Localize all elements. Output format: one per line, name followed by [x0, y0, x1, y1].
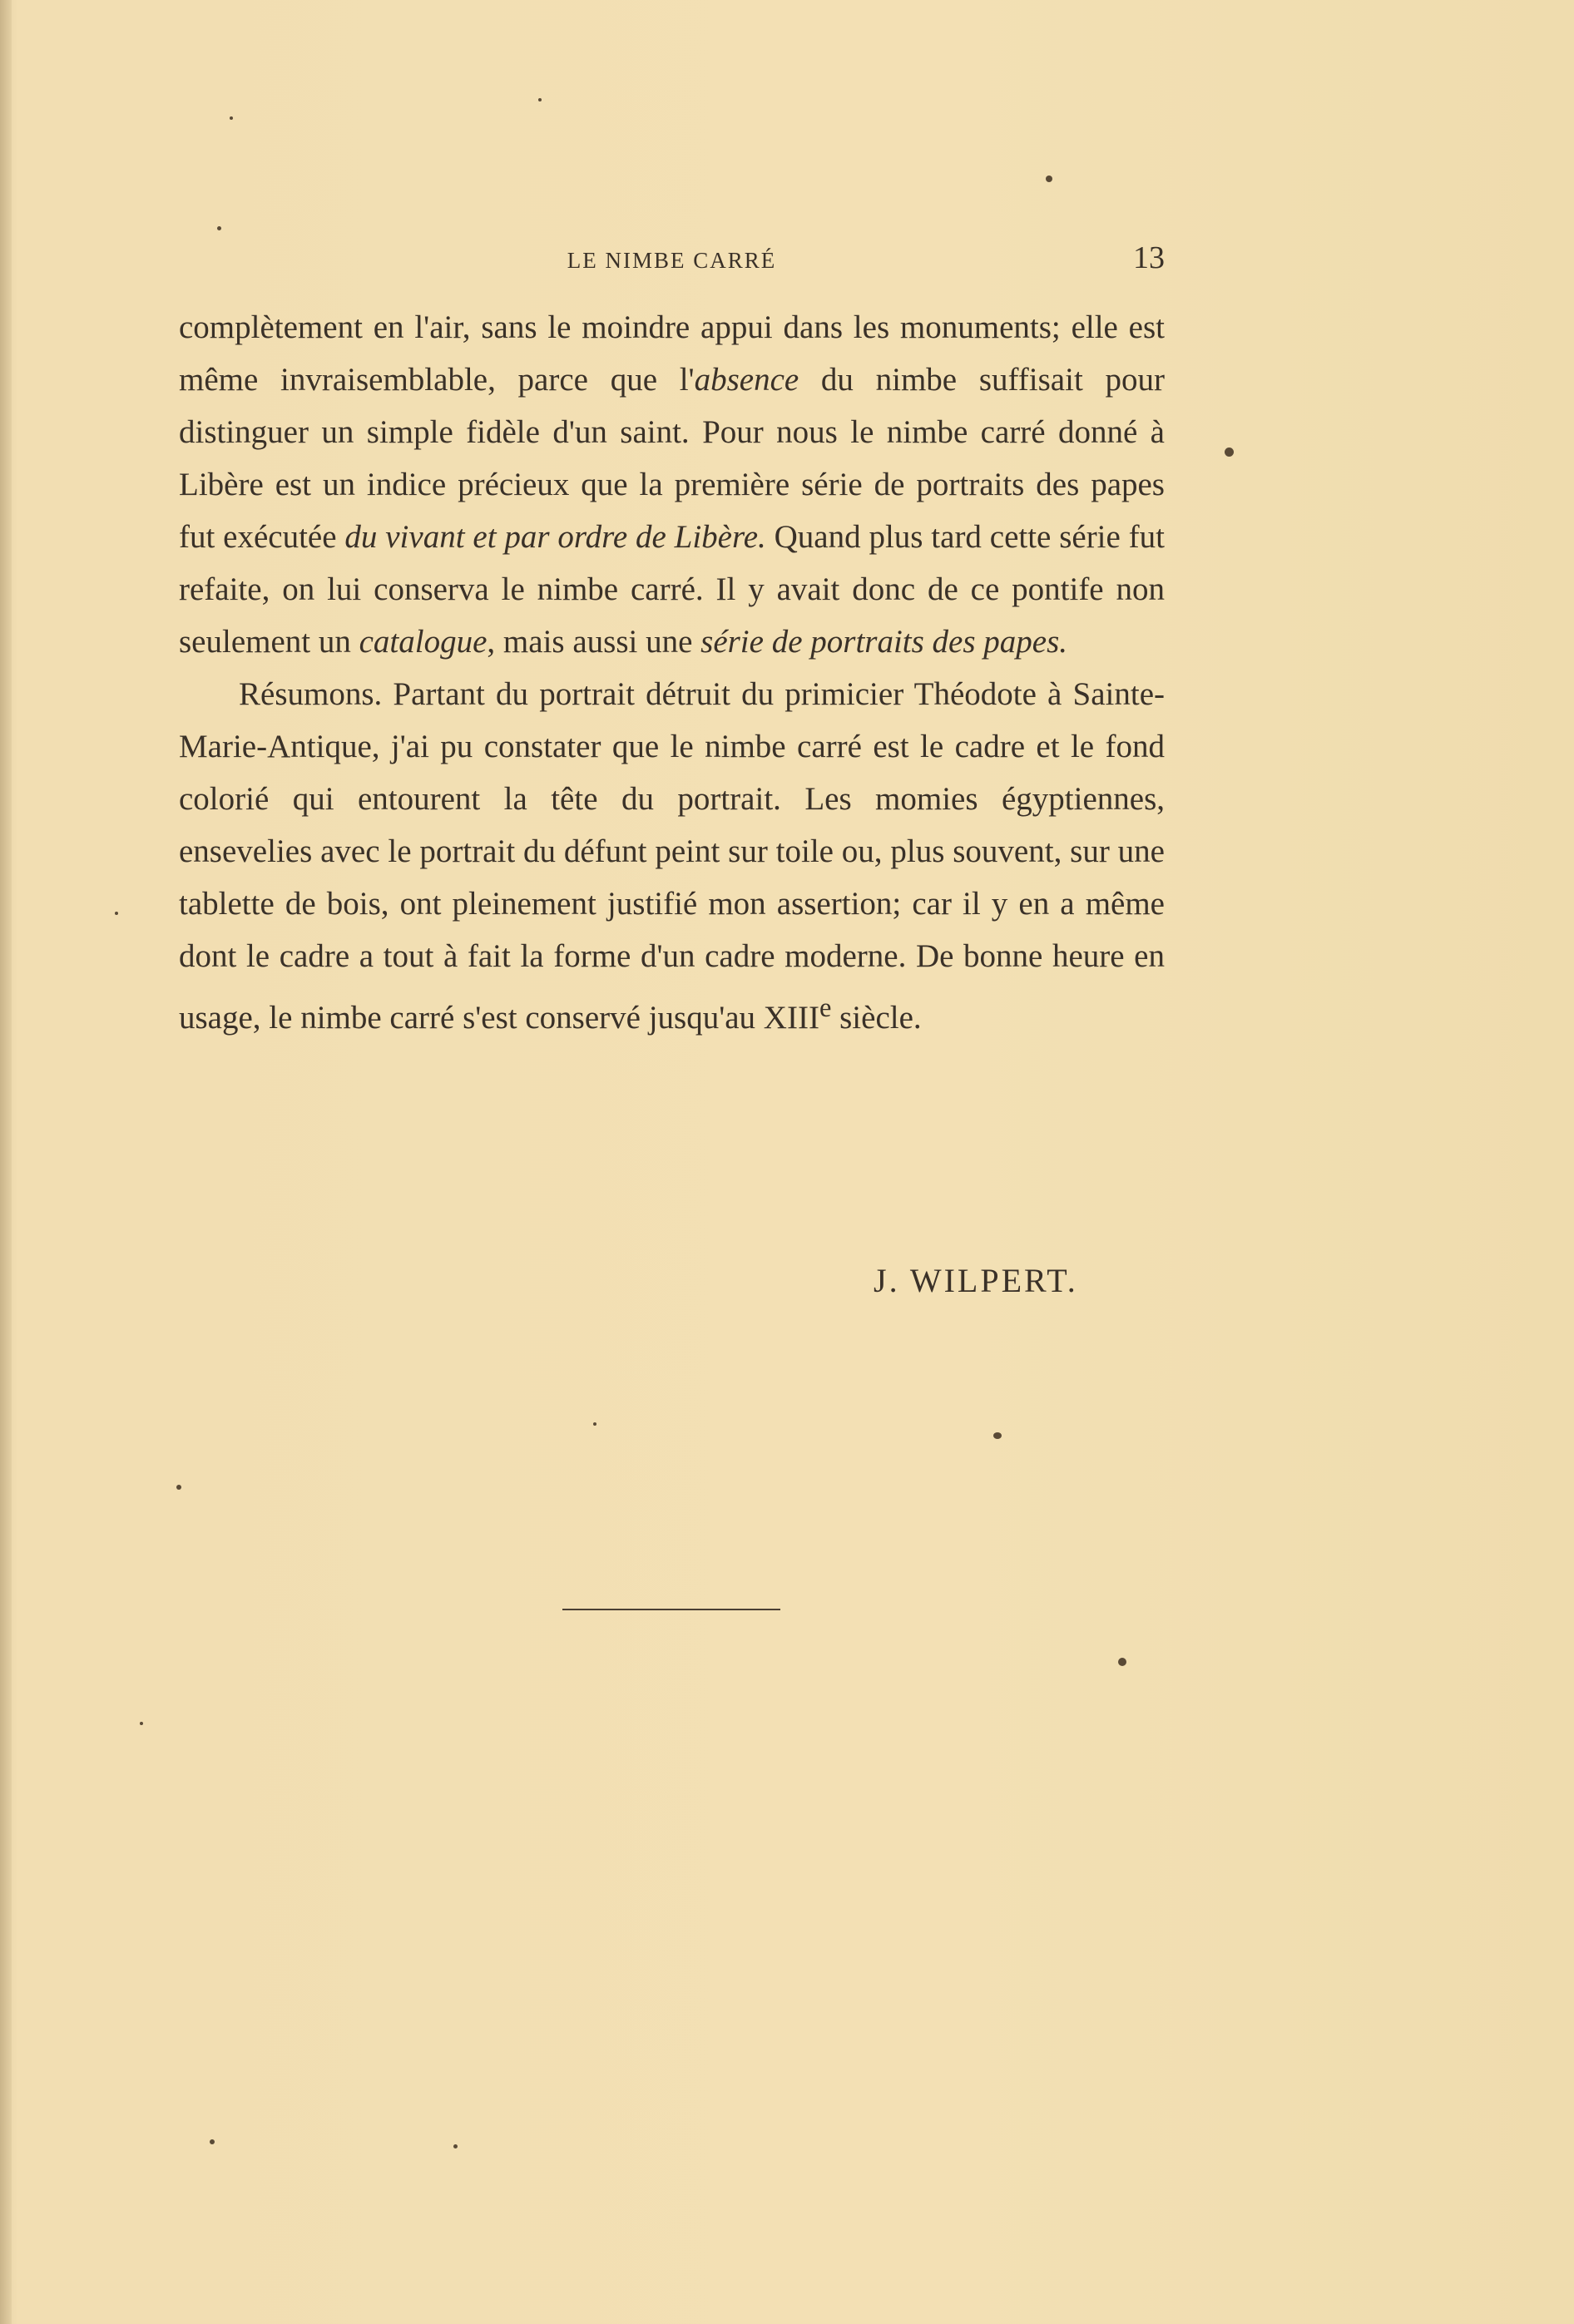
- text-run: siècle.: [831, 1000, 922, 1036]
- text-run: Résumons. Partant du portrait détruit du primicier Théodote à Sainte-Marie-Antique, j'ai pu constater que le nimbe carré est le cadre et le fond colorié qui entourent la tête du portrait. Les momies égyptiennes, ensevelies avec le portrait du défunt peint sur toile ou, plus souvent, sur une tablette de bois, ont pleinement justifié mon assertion; car il y en a même dont le cadre a tout à fait la forme d'un cadre moderne. De bonne heure en usage, le nimbe carré s'est conservé jusqu'au XIII: [179, 676, 1165, 1036]
- author-signature: J. WILPERT.: [874, 1262, 1078, 1299]
- paragraph-resumons: [179, 668, 1165, 1044]
- italic-run: catalogue: [359, 624, 488, 660]
- text-run: Quand plus tard cette série fut refaite, on lui conserva le nimbe carré. Il y avait donc de ce pontife non seulement un: [179, 519, 1165, 660]
- paper-speck: [217, 226, 221, 230]
- text-run: , mais aussi une: [487, 624, 701, 660]
- body-text: [179, 301, 1165, 1044]
- italic-run: absence: [694, 362, 799, 398]
- paper-speck: [210, 2139, 215, 2144]
- paper-speck: [1118, 1658, 1126, 1666]
- running-title: LE NIMBE CARRÉ: [567, 248, 777, 273]
- text-run: du nimbe suffisait pour distinguer un simple fidèle d'un saint. Pour nous le nimbe carré donné à Libère est un indice précieux que la première série de portraits des papes fut exécutée: [179, 362, 1165, 555]
- paper-speck: [593, 1422, 596, 1426]
- page-header: [179, 240, 1165, 281]
- italic-run: série de portraits des papes.: [700, 624, 1068, 660]
- page-number: 13: [1133, 240, 1165, 275]
- superscript: e: [819, 993, 832, 1023]
- paper-speck: [230, 116, 233, 120]
- paragraph-continued: [179, 301, 1165, 668]
- end-rule: [562, 1609, 780, 1610]
- paper-speck: [1225, 447, 1234, 457]
- paper-speck: [176, 1485, 181, 1490]
- paper-speck: [140, 1722, 143, 1725]
- italic-run: du vivant et par ordre de Libère.: [344, 519, 766, 555]
- paper-speck: [453, 2144, 458, 2148]
- paper-speck: [1046, 176, 1052, 182]
- text-run: complètement en l'air, sans le moindre appui dans les monuments; elle est même invraisemblable, parce que l': [179, 309, 1165, 398]
- paper-speck: [538, 98, 542, 101]
- page-edge-shadow: [0, 0, 12, 2324]
- paper-speck: [993, 1432, 1002, 1439]
- paper-speck: [115, 912, 118, 915]
